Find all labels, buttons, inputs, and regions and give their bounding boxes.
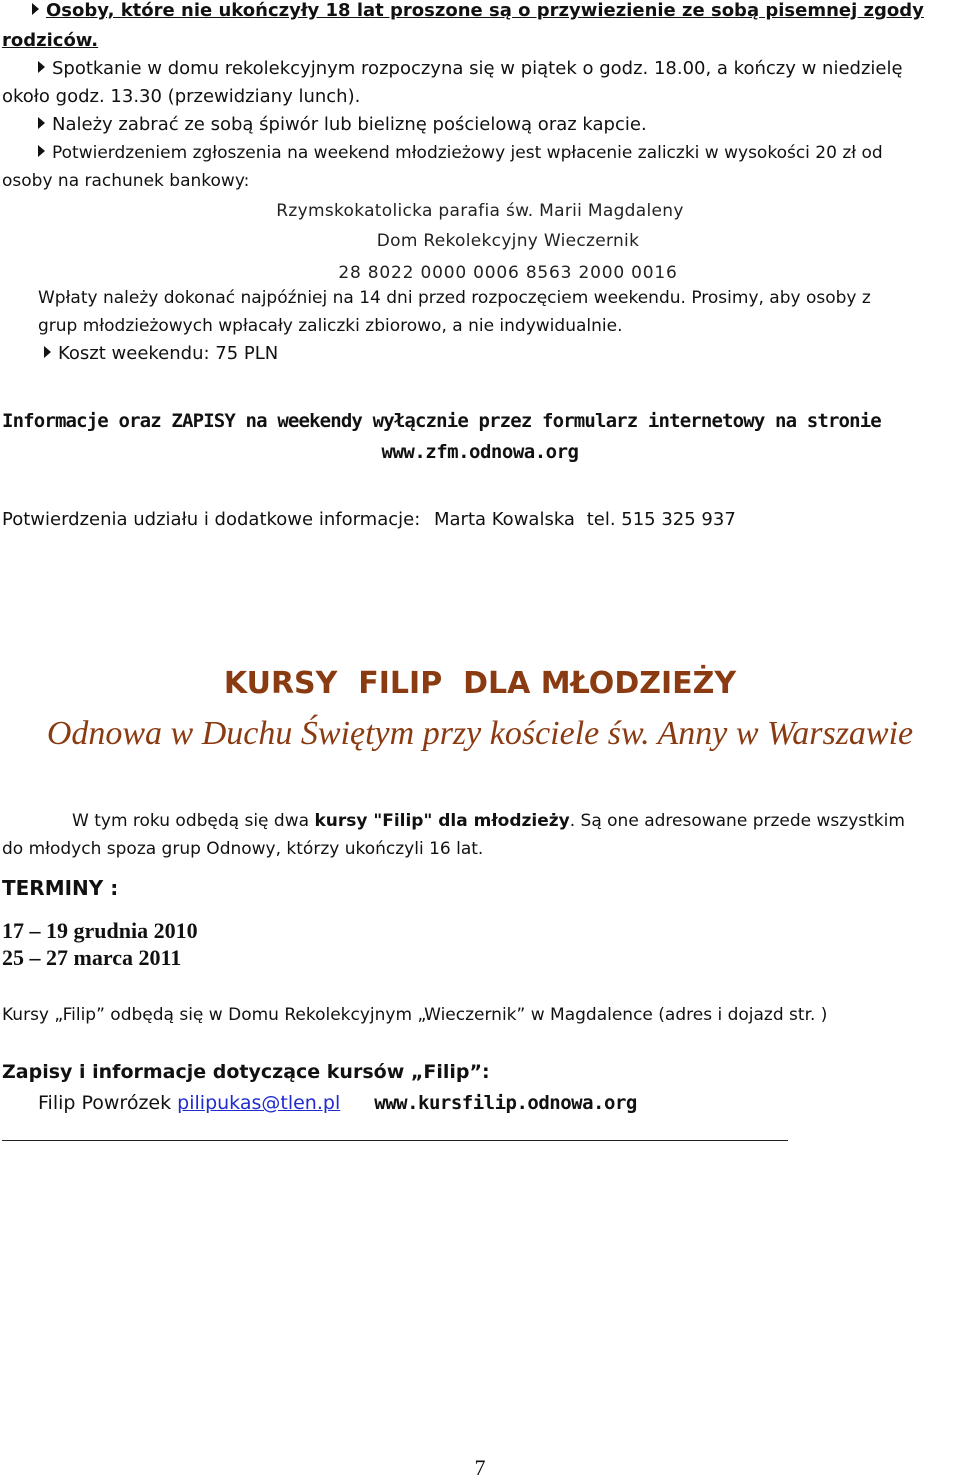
confirmation-contact bbox=[2, 507, 736, 533]
cost-info: Koszt weekendu: 75 PLN bbox=[44, 341, 278, 367]
course-title: KURSY FILIP DLA MŁODZIEŻY bbox=[223, 666, 737, 701]
contact-name: Filip Powrózek bbox=[38, 1092, 172, 1114]
age-notice: Osoby, które nie ukończyły 18 lat proszone są o przywiezienie ze sobą pisemnej zgody bbox=[32, 0, 960, 24]
meeting-info: Spotkanie w domu rekolekcyjnym rozpoczyna się w piątek o godz. 18.00, a kończy w niedzielę bbox=[38, 56, 903, 82]
bank-house: Dom Rekolekcyjny Wieczernik bbox=[376, 231, 640, 251]
terms-label: TERMINY : bbox=[2, 876, 119, 900]
confirmation-tel: tel. 515 325 937 bbox=[586, 509, 736, 530]
course-intro-continued: do młodych spoza grup Odnowy, którzy ukończyli 16 lat. bbox=[2, 839, 484, 859]
bring-info: Należy zabrać ze sobą śpiwór lub bieliznę pościelową oraz kapcie. bbox=[38, 112, 647, 138]
bullet-arrow-icon bbox=[38, 117, 45, 129]
course-intro: W tym roku odbędą się dwa kursy "Filip" dla młodzieży. Są one adresowane przede wszystkim bbox=[72, 811, 905, 831]
bank-name: Rzymskokatolicka parafia św. Marii Magdaleny bbox=[276, 201, 684, 221]
course-subtitle: Odnowa w Duchu Świętym przy kościele św. Anny w Warszawie bbox=[46, 715, 914, 752]
course-location: Kursy „Filip” odbędą się w Domu Rekolekcyjnym „Wieczernik” w Magdalence (adres i dojazd str. ) bbox=[2, 1005, 828, 1025]
age-notice-continued: rodziców. bbox=[2, 30, 99, 51]
term-date-1: 17 – 19 grudnia 2010 bbox=[2, 918, 198, 943]
bullet-arrow-icon bbox=[44, 346, 51, 358]
registration-info: Informacje oraz ZAPISY na weekendy wyłącznie przez formularz internetowy na stronie bbox=[2, 410, 881, 432]
bullet-arrow-icon bbox=[32, 3, 39, 15]
divider-line bbox=[2, 1140, 788, 1141]
confirmation-label: Potwierdzenia udziału i dodatkowe informacje: bbox=[2, 509, 421, 530]
signup-contact bbox=[38, 1089, 637, 1117]
bullet-arrow-icon bbox=[38, 145, 45, 157]
confirm-info-continued: osoby na rachunek bankowy: bbox=[2, 171, 250, 191]
signup-heading: Zapisy i informacje dotyczące kursów „Filip”: bbox=[2, 1061, 490, 1083]
contact-email-link[interactable]: pilipukas@tlen.pl bbox=[177, 1092, 341, 1114]
page-number: 7 bbox=[474, 1455, 486, 1480]
payment-note: Wpłaty należy dokonać najpóźniej na 14 dni przed rozpoczęciem weekendu. Prosimy, aby osoby z bbox=[38, 288, 871, 308]
confirm-info: Potwierdzeniem zgłoszenia na weekend młodzieżowy jest wpłacenie zaliczki w wysokości 20 zł od bbox=[38, 140, 883, 166]
contact-url[interactable]: www.kursfilip.odnowa.org bbox=[374, 1092, 637, 1114]
bank-account: 28 8022 0000 0006 8563 2000 0016 bbox=[338, 263, 678, 283]
term-date-2: 25 – 27 marca 2011 bbox=[2, 945, 182, 970]
registration-url[interactable]: www.zfm.odnowa.org bbox=[381, 441, 579, 463]
bullet-arrow-icon bbox=[38, 61, 45, 73]
confirmation-name: Marta Kowalska bbox=[434, 509, 575, 530]
meeting-info-continued: około godz. 13.30 (przewidziany lunch). bbox=[2, 86, 361, 107]
payment-note-continued: grup młodzieżowych wpłacały zaliczki zbiorowo, a nie indywidualnie. bbox=[38, 316, 623, 336]
